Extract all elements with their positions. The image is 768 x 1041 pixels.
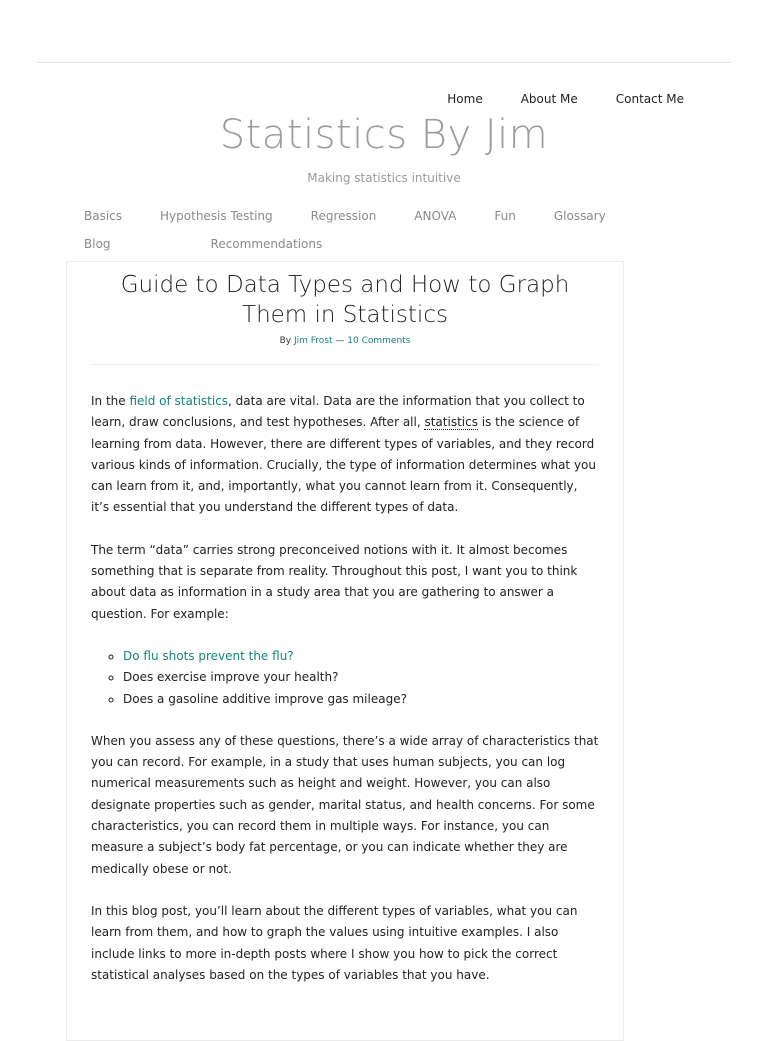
nav-home-link[interactable]: Home <box>447 92 483 106</box>
comments-link[interactable]: 10 Comments <box>347 336 411 346</box>
paragraph-text: is the science of learning from data. However, there are different types of variables, and they record various kinds of information. Crucially, the type of information determines what you can learn from it, and, importantly, what you cannot learn from it. Consequently, it’s essential that you understand the different types of data. <box>91 415 596 515</box>
flu-shots-link[interactable]: Do flu shots prevent the flu? <box>123 648 294 663</box>
author-link[interactable]: Jim Frost <box>294 336 333 346</box>
list-item: ◦ Does a gasoline additive improve gas mileage? <box>123 689 599 710</box>
glossary-term-statistics[interactable]: statistics <box>424 415 478 430</box>
article-card <box>66 261 624 1041</box>
menu-item-anova[interactable]: ANOVA <box>414 209 457 223</box>
list-item <box>123 646 599 667</box>
paragraph-blog-post: In this blog post, you’ll learn about the different types of variables, what you can learn from them, and how to graph the values using intuitive examples. I also include links to more in-depth posts where I show you how to pick the correct statistical analyses based on the types of variables that you have. <box>91 903 578 982</box>
nav-about-link[interactable]: About Me <box>520 92 578 106</box>
menu-item-recommendations[interactable]: Recommendations <box>210 237 323 251</box>
top-navigation <box>447 92 684 106</box>
nav-contact-link[interactable]: Contact Me <box>615 92 684 106</box>
byline-separator: — <box>335 336 345 346</box>
menu-item-regression[interactable]: Regression <box>310 209 377 223</box>
paragraph-characteristics: When you assess any of these questions, there’s a wide array of characteristics that you can record. For example, in a study that uses human subjects, you can log numerical measurements such as height and weight. However, you can also designate properties such as gender, marital status, and health concerns. For some characteristics, you can record them in multiple ways. For instance, you can measure a subject’s body fat percentage, or you can indicate whether they are medically obese or not. <box>91 733 599 876</box>
site-tagline: Making statistics intuitive <box>307 171 461 185</box>
header-divider <box>36 62 732 63</box>
menu-item-hypothesis-testing[interactable]: Hypothesis Testing <box>160 209 273 223</box>
example-questions-list <box>91 646 599 710</box>
paragraph-intro <box>91 391 599 519</box>
article-byline <box>67 336 623 346</box>
menu-item-basics[interactable]: Basics <box>84 209 123 223</box>
main-navigation <box>84 202 684 258</box>
title-divider <box>91 364 599 365</box>
paragraph-text: , data are vital. Data are the information that you collect to learn, draw conclusions, and test hypotheses. After all, <box>91 394 585 430</box>
list-item: ◦ Does exercise improve your health? <box>123 667 599 688</box>
menu-item-fun[interactable]: Fun <box>494 209 516 223</box>
article-title: Guide to Data Types and How to Graph Them in Statistics <box>120 272 570 328</box>
paragraph-text: In the <box>91 394 130 408</box>
field-of-statistics-link[interactable]: field of statistics <box>129 394 229 408</box>
site-title[interactable]: Statistics By Jim <box>219 112 549 158</box>
menu-item-glossary[interactable]: Glossary <box>553 209 606 223</box>
article-content <box>91 391 599 986</box>
menu-item-blog[interactable]: Blog <box>84 237 111 251</box>
byline-prefix: By <box>279 336 292 346</box>
paragraph-data-term: The term “data” carries strong preconceived notions with it. It almost becomes something that is separate from reality. Throughout this post, I want you to think about data as information in a study area that you are gathering to answer a question. For example: <box>91 542 578 621</box>
